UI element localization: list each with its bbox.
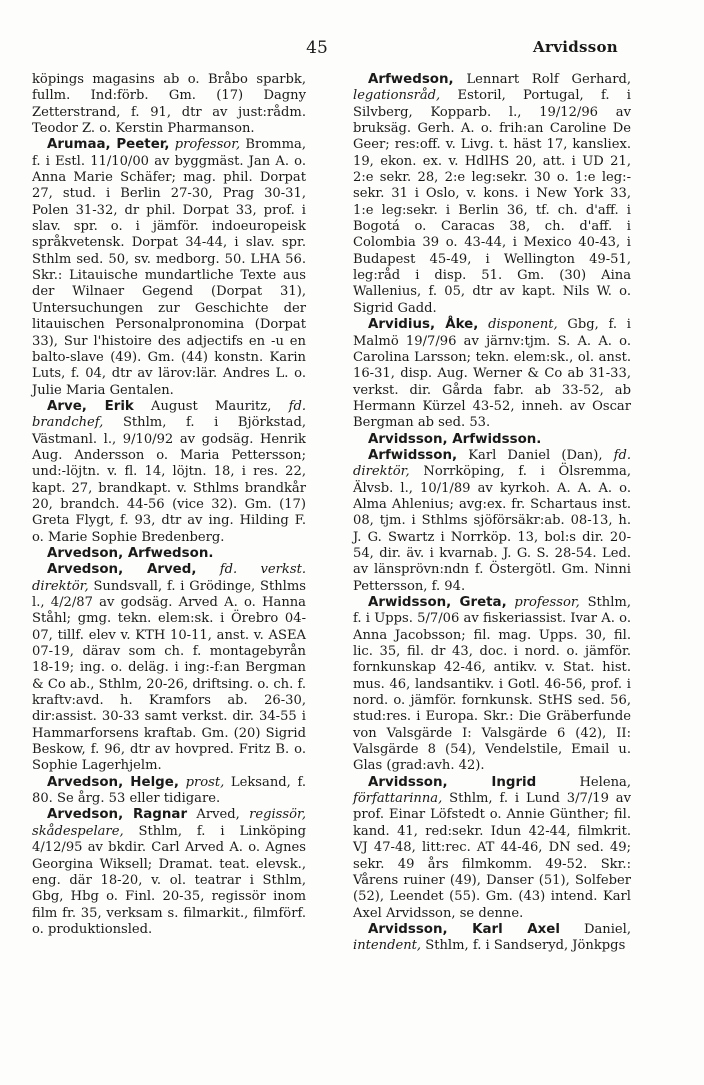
entry-occupation: prost, (185, 774, 225, 790)
entry (32, 546, 306, 562)
running-head: Arvidsson (533, 38, 618, 56)
entry-occupation: legationsråd, (353, 88, 441, 104)
entry (353, 432, 631, 448)
entry-given-names: Arved, (196, 807, 240, 823)
entry-headword: Arve, Erik (47, 398, 134, 414)
entry-text: Sundsvall, f. i Grödinge, Sthlms l., 4/2/87 av godsäg. Arved A. o. Hanna Ståhl; gmg. tekn. elem:sk. i Örebro 04-07, tillf. elev v. KTH 10-11, anst. v. ASEA 07-19, därav som ch. f. montagebyrån 18-19; ing. o. deläg. i ing:-f:an Bergman & Co ab., Sthlm, 20-26, driftsing. o. ch. f. kraftv:avd. h. Kramfors ab. 26-30, dir:assist. 30-33 samt verkst. dir. 34-55 i Hammarforsens kraftab. Gm. (20) Sigrid Beskow, f. 96, dtr av hovpred. Fritz B. o. Sophie Lagerhjelm. (32, 578, 306, 774)
entry-occupation: disponent, (488, 317, 558, 333)
entry-text: Estoril, Portugal, f. i Silvberg, Kopparb. l., 19/12/96 av bruksäg. Gerh. A. o. frih:an Caroline De Geer; res:off. v. Livg. t. häst 17, kansliex. 19, ekon. ex. v. HdlHS 20, att. i UD 21, 2:e sekr. 28, 2:e leg:sekr. 30 o. 1:e leg:-sekr. 31 i Oslo, v. kons. i New York 33, 1:e leg:sekr. i Berlin 36, tf. ch. d'aff. i Bogotá o. Caracas 38, ch. d'aff. i Colombia 39 o. 43-44, i Mexico 40-43, i Budapest 45-49, i Wellington 49-51, leg:råd i disp. 51. Gm. (30) Aina Wallenius, f. 05, dtr av kapt. Nils W. o. Sigrid Gadd. (353, 88, 631, 316)
entry-given-names: Daniel, (583, 921, 632, 937)
entry-headword: Arvidsson, Ingrid (368, 774, 537, 790)
entry-occupation: regissör, skådespelare, (32, 807, 306, 839)
entry-headword: Arumaa, Peeter, (47, 137, 170, 153)
entry (32, 562, 306, 774)
entry-occupation: fd. direktör, (353, 447, 631, 480)
entry-headword: Arfwidsson, (368, 447, 458, 463)
cross-reference: Arvidsson, Arfwidsson. (368, 431, 542, 447)
entry-given-names: Lennart Rolf Gerhard, (466, 72, 632, 87)
entry-text: Sthlm, f. i Lund 3/7/19 av prof. Einar Löfstedt o. Annie Günther; fil. kand. 41, red:sekr. Idun 42-44, filmkrit. VJ 47-48, litt:rec. AT 44-46, DN sed. 49; sekr. 49 års filmkomm. 49-52. Skr.: Vårens ruiner (49), Danser (51), Solfeber (52), Leendet (55). Gm. (43) intend. Karl Axel Arvidsson, se denne. (353, 791, 631, 921)
entry-text: Bromma, f. i Estl. 11/10/00 av byggmäst. Jan A. o. Anna Marie Schäfer; mag. phil. Dorpat 27, stud. i Berlin 27-30, Prag 30-31, Polen 31-32, dr phil. Dorpat 33, prof. i slav. spr. o. i jämför. indoeuropeisk språkvetensk. Dorpat 34-44, i slav. spr. Sthlm sed. 50, sv. medborg. 50. LHA 56. Skr.: Litauische mundartliche Texte aus der Wilnaer Gegend (Dorpat 31), Untersuchungen zur Geschichte der litauischen Personalpronomina (Dorpat 33), Sur l'histoire des adjectifs en -u en balto-slave (49). Gm. (44) konstn. Karin Luts, f. 04, dtr av lärov:lär. Andres L. o. Julie Maria Gentalen. (32, 137, 306, 398)
entry (32, 137, 306, 399)
entry-text: köpings magasins ab o. Bråbo sparbk, fullm. Ind:förb. Gm. (17) Dagny Zetterstrand, f. 91, dtr av just:rådm. Teodor Z. o. Kerstin Pharmanson. (32, 72, 306, 137)
entry-occupation: fd. brandchef, (32, 398, 306, 431)
entry (353, 922, 631, 955)
entry (32, 807, 306, 938)
entry (353, 448, 631, 595)
entry-occupation: författarinna, (353, 791, 443, 807)
entry-text: Norrköping, f. i Ölsremma, Älvsb. l., 10/1/89 av kyrkoh. A. A. A. o. Alma Ahlenius; avg:ex. fr. Schartaus inst. 08, tjm. i Sthlms sjöförsäkr:ab. 08-13, h. J. G. Swartz i Norrköp. 13, bol:s dir. 20-54, dir. äv. i kvarnab. J. G. S. 28-54. Led. av länsprövn:ndn f. Östergötl. Gm. Ninni Pettersson, f. 94. (353, 464, 632, 594)
entry-headword: Arfwedson, (368, 72, 454, 87)
entry-given-names: Helena, (579, 774, 631, 790)
entry-occupation: professor, (174, 137, 241, 153)
entry-text: Gbg, f. i Malmö 19/7/96 av järnv:tjm. S. A. A. o. Carolina Larsson; tekn. elem:sk., ol. anst. 16-31, disp. Aug. Werner & Co ab 31-33, verkst. dir. Gårda fabr. ab 33-52, ab Hermann Kürzel 43-52, inneh. av Oscar Bergman ab sed. 53. (353, 317, 631, 431)
entry-occupation: fd. verkst. direktör, (32, 562, 306, 594)
entry-text: Sthlm, f. i Linköping 4/12/95 av bkdir. Carl Arved A. o. Agnes Georgina Wiksell; Dramat. teat. elevsk., eng. där 18-20, v. ol. teatrar i Sthlm, Gbg, Hbg o. Finl. 20-35, regissör inom film fr. 35, verksam s. filmarkit., filmförf. o. produktionsled. (32, 823, 306, 937)
entry (32, 399, 306, 546)
entry-occupation: intendent, (353, 938, 422, 954)
entry (353, 72, 631, 317)
entry-headword: Arvedson, Helge, (47, 774, 179, 790)
entry-text: Leksand, f. 80. Se årg. 53 eller tidigare. (32, 774, 306, 807)
entry (353, 775, 631, 922)
entry-given-names: August Mauritz, (151, 398, 272, 414)
entry-text: Sthlm, f. i Björkstad, Västmanl. l., 9/10/92 av godsäg. Henrik Aug. Andersson o. Maria Pettersson; und:-löjtn. v. fl. 14, löjtn. 18, i res. 22, kapt. 27, brandkapt. v. Sthlms brandkår 20, brandch. 44-56 (vice 32). Gm. (17) Greta Flygt, f. 93, dtr av ing. Hilding F. o. Marie Sophie Bredenberg. (32, 415, 306, 545)
entry-headword: Arvedson, Arved, (47, 562, 197, 578)
entry (353, 595, 631, 775)
entry-headword: Arvidius, Åke, (368, 317, 479, 333)
entry (353, 317, 631, 431)
entry-text: Sthlm, f. i Upps. 5/7/06 av fiskeriassist. Ivar A. o. Anna Jacobsson; fil. mag. Upps. 30, fil. lic. 35, fil. dr 43, doc. i nord. o. jämför. fornkunskap 42-46, antikv. v. Stat. hist. mus. 46, landsantikv. i Gotl. 46-56, prof. i nord. o. jämför. fornkunsk. StHS sed. 56, stud:res. i Europa. Skr.: Die Gräberfunde von Valsgärde I: Valsgärde 6 (42), II: Valsgärde 8 (54), Vendelstile, Email u. Glas (grad:avh. 42). (353, 595, 631, 774)
left-column (32, 72, 306, 938)
entry-occupation: professor, (514, 595, 580, 610)
entry-given-names: Karl Daniel (Dan), (468, 447, 603, 463)
entry (32, 775, 306, 808)
entry-text: Sthlm, f. i Sandseryd, Jönkpgs (425, 938, 626, 954)
entry-headword: Arvedson, Ragnar (47, 807, 188, 823)
cross-reference: Arvedson, Arfwedson. (47, 545, 214, 561)
right-column (353, 72, 631, 955)
entry-headword: Arwidsson, Greta, (368, 595, 507, 610)
entry (32, 72, 306, 137)
entry-headword: Arvidsson, Karl Axel (368, 921, 560, 937)
page-number: 45 (306, 38, 328, 58)
